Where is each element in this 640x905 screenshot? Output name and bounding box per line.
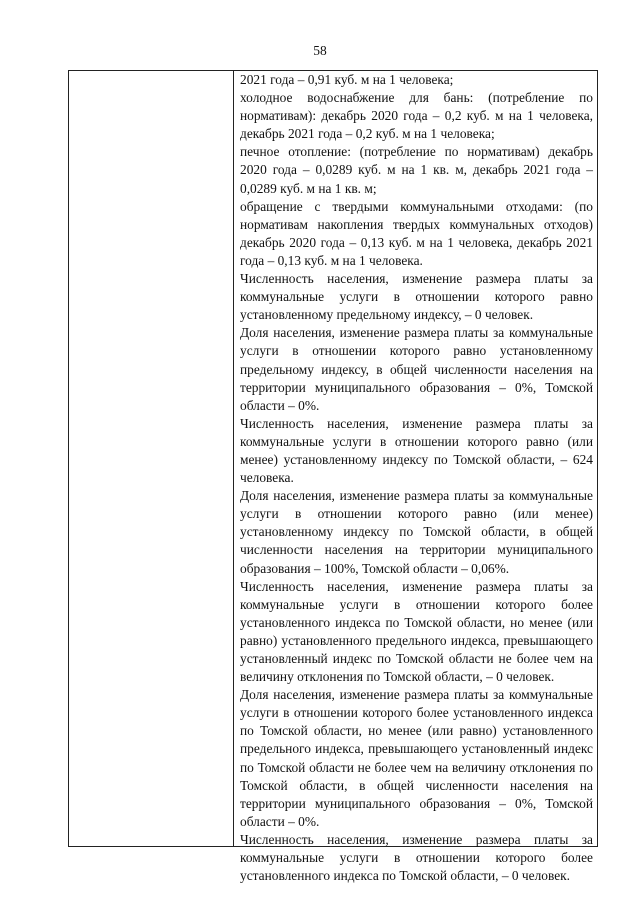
paragraph-solid-waste: обращение с твердыми коммунальными отходами: (по нормативам накопления твердых коммунальных отходов) декабрь 2020 года – 0,13 куб. м на 1 человека, декабрь 2021 года – 0,13 куб. м на 1 человека. bbox=[240, 198, 593, 268]
paragraph-share-above-regional-within-deviation: Доля населения, изменение размера платы за коммунальные услуги в отношении которого более установленного индекса по Томской области, но менее (или равно) установленного предельного индекса, превышающего установленный индекс по Томской области не более чем на величину отклонения по Томской области, в общей численности населения на территории муниципального образования – 0%, Томской области – 0%. bbox=[240, 687, 593, 829]
table-right-cell bbox=[234, 71, 597, 885]
paragraph-population-equal-limit: Численность населения, изменение размера платы за коммунальные услуги в отношении которого равно установленному предельному индексу, – 0 человек. bbox=[240, 271, 593, 323]
paragraph-share-equal-regional: Доля населения, изменение размера платы за коммунальные услуги в отношении которого равно (или менее) установленному индексу по Томской области, в общей численности населения на территории муниципального образования – 100%, Томской области – 0,06%. bbox=[240, 488, 593, 576]
document-table bbox=[68, 70, 598, 884]
table-left-cell bbox=[69, 71, 234, 846]
paragraph-population-above-regional: Численность населения, изменение размера платы за коммунальные услуги в отношении которого более установленного индекса по Томской области, – 0 человек. bbox=[240, 831, 593, 884]
paragraph-cold-water-baths: холодное водоснабжение для бань: (потребление по нормативам): декабрь 2020 года – 0,2 куб. м на 1 человека, декабрь 2021 года – 0,2 куб. м на 1 человека; bbox=[240, 90, 593, 142]
paragraph-water-consumption-end: 2021 года – 0,91 куб. м на 1 человека; bbox=[240, 72, 454, 87]
paragraph-stove-heating: печное отопление: (потребление по нормативам) декабрь 2020 года – 0,0289 куб. м на 1 кв. м, декабрь 2021 года – 0,0289 куб. м на 1 кв. м; bbox=[240, 144, 593, 196]
paragraph-population-above-regional-within-deviation: Численность населения, изменение размера платы за коммунальные услуги в отношении которого более установленного индекса по Томской области, но менее (или равно) установленного предельного индекса, превышающего установленный индекс по Томской области не более чем на величину отклонения по Томской области, – 0 человек. bbox=[240, 578, 593, 685]
paragraph-share-equal-limit: Доля населения, изменение размера платы за коммунальные услуги в отношении которого равно установленному предельному индексу, в общей численности населения на территории муниципального образования – 0%, Томской области – 0%. bbox=[240, 325, 593, 413]
page-number: 58 bbox=[313, 43, 327, 58]
paragraph-population-equal-regional: Численность населения, изменение размера платы за коммунальные услуги в отношении которого равно (или менее) установленному индексу по Томской области, – 624 человека. bbox=[240, 415, 593, 486]
